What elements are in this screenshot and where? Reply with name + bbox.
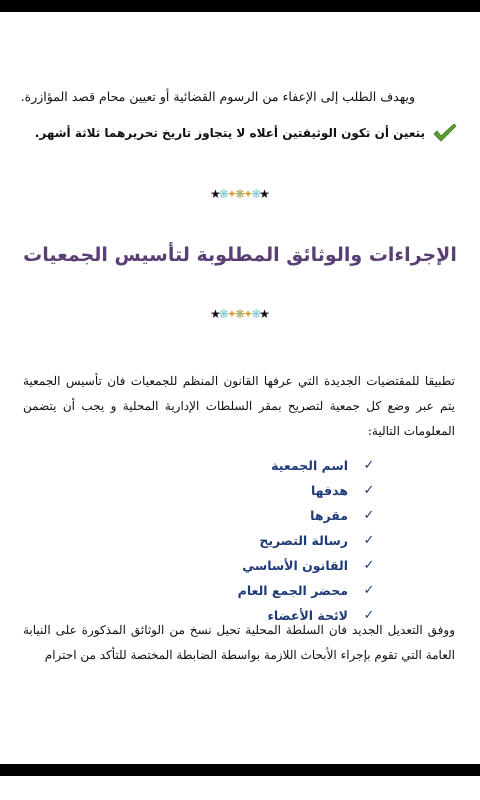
note-text: يتعين أن تكون الوثيقتين أعلاه لا يتجاوز تاريخ تحريرهما ثلاثة أشهر. [34,126,425,140]
ornament-glyph: ❋ [251,307,262,321]
page-title: الإجراءات والوثائق المطلوبة لتأسيس الجمعيات [23,244,457,266]
ornament-glyph: ✦ [226,187,237,201]
ornament-glyph: ❋ [234,307,246,321]
ornament-glyph: ✦ [243,187,254,201]
list-item [238,453,376,478]
list-item [238,478,376,503]
list-item-label: مقرها [310,508,348,523]
check-icon: ✓ [363,483,375,498]
ornament-glyph: ★ [210,187,221,201]
top-bar [0,0,480,12]
list-item [238,503,376,528]
ornament-glyph: ❋ [218,187,229,201]
ornament-glyph: ❋ [234,187,246,201]
ornament-glyph: ★ [210,307,221,321]
list-item-label: اسم الجمعية [271,458,348,473]
check-icon: ✓ [363,508,375,523]
intro-text: ويهدف الطلب إلى الإعفاء من الرسوم القضائية أو تعيين محام قصد المؤازرة. [20,89,415,104]
ornament-glyph: ❋ [218,307,229,321]
check-icon: ✓ [363,533,375,548]
list-item-label: لائحة الأعضاء [267,608,348,623]
ornament-glyph: ❋ [251,187,262,201]
list-item-label: محضر الجمع العام [237,583,348,598]
paragraph: ووفق التعديل الجديد فان السلطة المحلية تحيل نسخ من الوثائق المذكورة على النيابة العامة التي تقوم بإجراء الأبحاث اللازمة بواسطة الضابطة المختصة للتأكد من احترام [23,623,455,662]
check-icon: ✓ [363,458,375,473]
list-item [238,578,376,603]
document-page [0,12,480,764]
list-item-label: هدفها [310,483,348,498]
check-icon: ✓ [363,558,375,573]
ornament-glyph: ★ [259,187,270,201]
paragraph: تطبيقا للمقتضيات الجديدة التي عرفها القانون المنظم للجمعيات فان تأسيس الجمعية يتم عبر وضع كل جمعية لتصريح بمقر السلطات الإدارية المحلية و يجب أن يتضمن المعلومات التالية: [23,374,455,438]
ornament-glyph: ★ [259,307,270,321]
ornament-glyph: ✦ [243,307,254,321]
check-icon: ✓ [363,583,375,598]
ornament-glyph: ✦ [226,307,237,321]
ornament-divider [0,307,480,321]
ornament-divider [0,187,480,201]
requirements-list [238,453,376,628]
check-icon: ✓ [363,608,375,623]
list-item [238,528,376,553]
list-item [238,553,376,578]
list-item-label: القانون الأساسي [242,558,348,573]
bottom-bar [0,764,480,776]
check-icon [432,122,458,144]
list-item-label: رسالة التصريح [259,533,348,548]
